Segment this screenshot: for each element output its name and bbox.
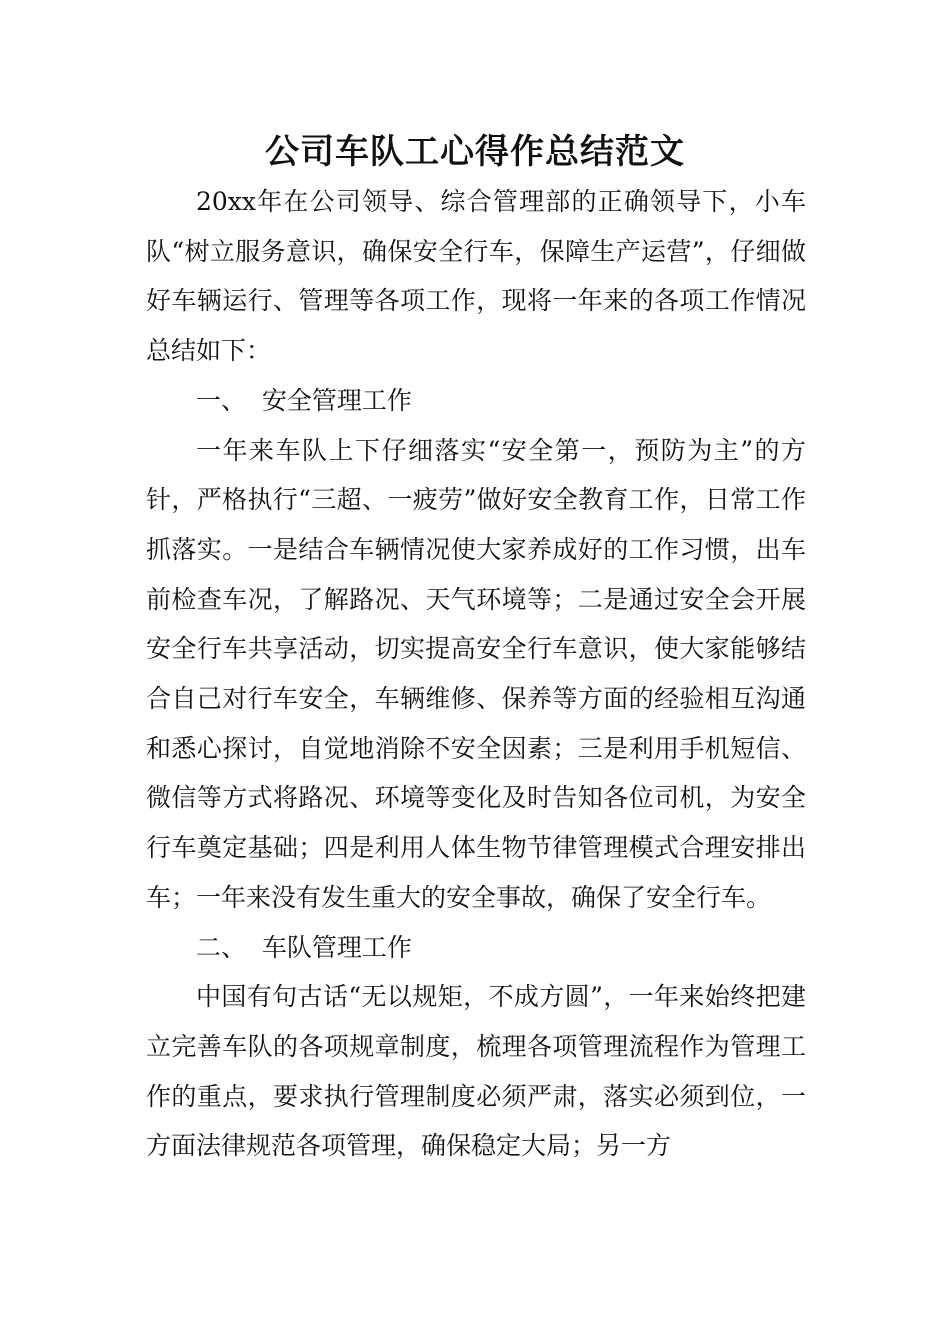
- section-heading-safety: 一、 安全管理工作: [196, 385, 412, 415]
- section-heading-fleet: 二、 车队管理工作: [196, 932, 412, 962]
- paragraph-safety: 一年来车队上下仔细落实“安全第一，预防为主”的方针，严格执行“三超、一疲劳”做好安全教育工作，日常工作抓落实。一是结合车辆情况使大家养成好的工作习惯，出车前检查车况，了解路况、天气环境等；二是通过安全会开展安全行车共享活动，切实提高安全行车意识，使大家能够结合自己对行车安全，车辆维修、保养等方面的经验相互沟通和悉心探讨，自觉地消除不安全因素；三是利用手机短信、微信等方式将路况、环境等变化及时告知各位司机，为安全行车奠定基础；四是利用人体生物节律管理模式合理安排出车；一年来没有发生重大的安全事故，确保了安全行车。: [146, 435, 806, 912]
- document-body: [146, 177, 806, 1171]
- paragraph-intro: 20xx年在公司领导、综合管理部的正确领导下，小车队“树立服务意识，确保安全行车，保障生产运营”，仔细做好车辆运行、管理等各项工作，现将一年来的各项工作情况总结如下：: [146, 187, 806, 366]
- paragraph-fleet: 中国有句古话“无以规矩，不成方圆”，一年来始终把建立完善车队的各项规章制度，梳理各项管理流程作为管理工作的重点，要求执行管理制度必须严肃，落实必须到位，一方面法律规范各项管理，确保稳定大局；另一方: [146, 982, 806, 1161]
- document-title: 公司车队工心得作总结范文: [265, 132, 685, 172]
